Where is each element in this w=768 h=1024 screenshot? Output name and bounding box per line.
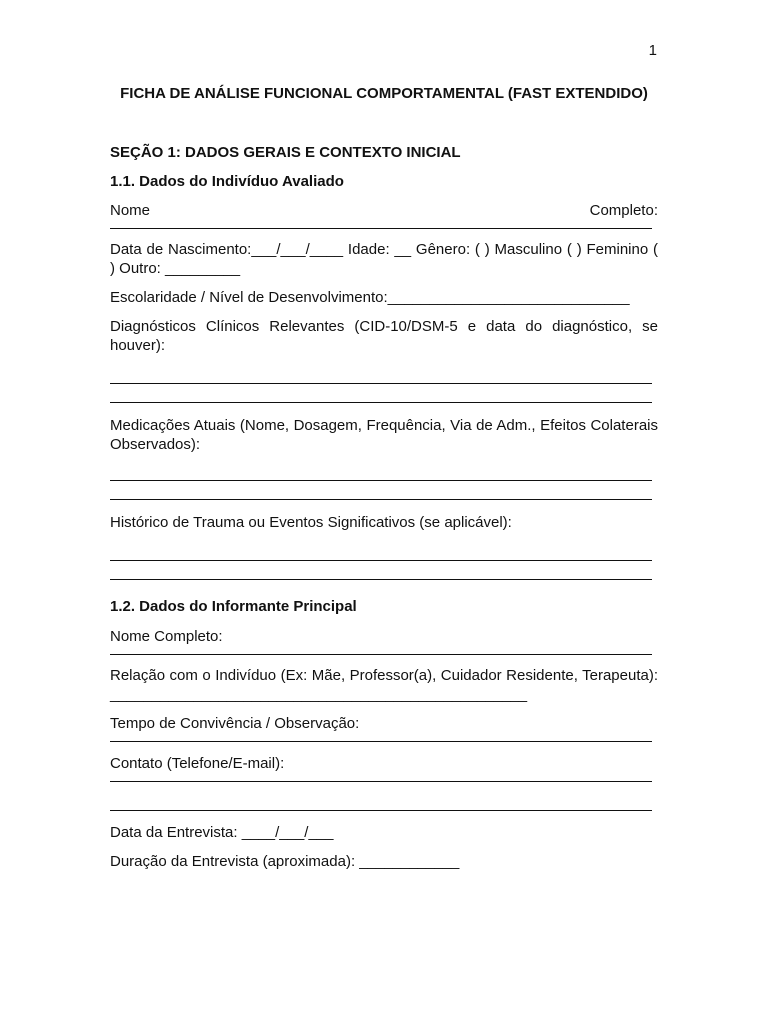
interview-date-field[interactable]: Data da Entrevista: ____/___/___ [110,824,334,841]
document-title: FICHA DE ANÁLISE FUNCIONAL COMPORTAMENTAL (FAST EXTENDIDO) [120,85,648,102]
document-content [110,84,658,871]
relation-field[interactable]: Relação com o Indivíduo (Ex: Mãe, Professor(a), Cuidador Residente, Terapeuta): __________________________________________________ [110,667,658,703]
informant-name-line[interactable] [110,654,652,655]
medications-line-1[interactable] [110,480,652,481]
interview-duration-field[interactable]: Duração da Entrevista (aproximada): ____________ [110,853,460,870]
full-name-label-right: Completo: [589,202,658,219]
subsection-1-2-title: 1.2. Dados do Informante Principal [110,598,357,615]
diagnoses-line-1[interactable] [110,383,652,384]
trauma-line-2[interactable] [110,579,652,580]
section-1-title: SEÇÃO 1: DADOS GERAIS E CONTEXTO INICIAL [110,144,461,161]
trauma-label: Histórico de Trauma ou Eventos Significativos (se aplicável): [110,514,512,531]
coexistence-label: Tempo de Convivência / Observação: [110,715,360,732]
diagnoses-label: Diagnósticos Clínicos Relevantes (CID-10/DSM-5 e data do diagnóstico, se houver): [110,318,658,354]
contact-line-2[interactable] [110,810,652,811]
page-number: 1 [648,42,657,59]
medications-label: Medicações Atuais (Nome, Dosagem, Frequência, Via de Adm., Efeitos Colaterais Observados): [110,417,658,453]
schooling-field[interactable]: Escolaridade / Nível de Desenvolvimento:_____________________________ [110,289,630,306]
full-name-line[interactable] [110,228,652,229]
birth-age-gender-field[interactable]: Data de Nascimento:___/___/____ Idade: __ Gênero: ( ) Masculino ( ) Feminino ( ) Outro: _________ [110,241,658,277]
contact-label: Contato (Telefone/E-mail): [110,755,285,772]
diagnoses-line-2[interactable] [110,402,652,403]
contact-line-1[interactable] [110,781,652,782]
medications-line-2[interactable] [110,499,652,500]
full-name-label-left: Nome [110,202,151,219]
subsection-1-1-title: 1.1. Dados do Indivíduo Avaliado [110,173,344,190]
informant-name-label: Nome Completo: [110,628,223,645]
coexistence-line[interactable] [110,741,652,742]
trauma-line-1[interactable] [110,560,652,561]
full-name-label [110,201,658,220]
